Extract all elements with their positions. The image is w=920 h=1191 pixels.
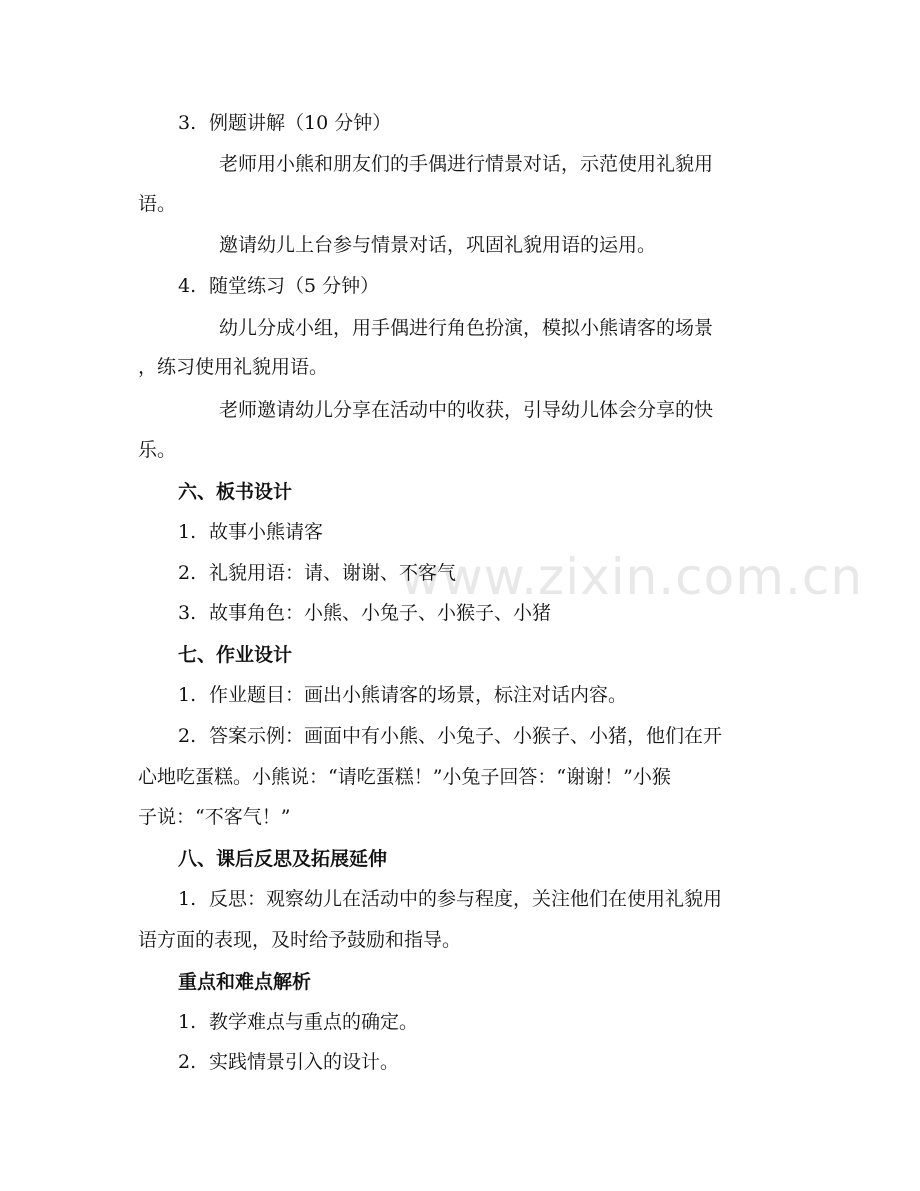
paragraph-text: 语方面的表现，及时给予鼓励和指导。 [138,929,462,951]
item-text: 实践情景引入的设计。 [209,1051,400,1073]
item-number: 1. [178,684,197,706]
paragraph-text: 老师邀请幼儿分享在活动中的收获，引导幼儿体会分享的快 [219,399,714,421]
paragraph-text: 老师用小熊和朋友们的手偶进行情景对话，示范使用礼貌用 [219,153,714,175]
item-number: 1. [178,888,197,910]
paragraph-text: ，练习使用礼貌用语。 [138,356,329,378]
item-number: 2. [178,1051,197,1073]
item-title: 随堂练习（5 分钟） [209,275,380,297]
item-text: 故事角色：小熊、小兔子、小猴子、小猪 [209,602,552,624]
item-text: 教学难点与重点的确定。 [209,1011,419,1033]
paragraph-text: 幼儿分成小组，用手偶进行角色扮演，模拟小熊请客的场景 [219,317,714,339]
paragraph-text: 子说：“不客气！” [138,806,291,828]
item-text: 故事小熊请客 [209,521,324,543]
item-text: 作业题目：画出小熊请客的场景，标注对话内容。 [209,684,628,706]
paragraph-text: 心地吃蛋糕。小熊说：“请吃蛋糕！”小兔子回答：“谢谢！”小猴 [138,766,671,788]
item-text: 反思：观察幼儿在活动中的参与程度，关注他们在使用礼貌用 [209,888,723,910]
item-text: 答案示例：画面中有小熊、小兔子、小猴子、小猪，他们在开 [209,725,723,747]
section-heading-text: 六、板书设计 [178,481,293,503]
item-number: 2. [178,562,197,584]
paragraph-text: 乐。 [138,439,177,461]
item-number: 3. [178,602,197,624]
item-number: 2. [178,725,197,747]
section-heading-text: 八、课后反思及拓展延伸 [178,848,388,870]
paragraph-text: 语。 [138,193,177,215]
item-number: 4. [178,275,197,297]
section-heading-text: 重点和难点解析 [178,971,312,993]
item-text: 礼貌用语：请、谢谢、不客气 [209,562,457,584]
section-heading-text: 七、作业设计 [178,644,293,666]
paragraph-text: 邀请幼儿上台参与情景对话，巩固礼貌用语的运用。 [219,234,657,256]
item-title: 例题讲解（10 分钟） [209,112,392,134]
item-number: 1. [178,521,197,543]
item-number: 3. [178,112,197,134]
item-number: 1. [178,1011,197,1033]
watermark: www.zixin.com.cn [400,548,864,606]
